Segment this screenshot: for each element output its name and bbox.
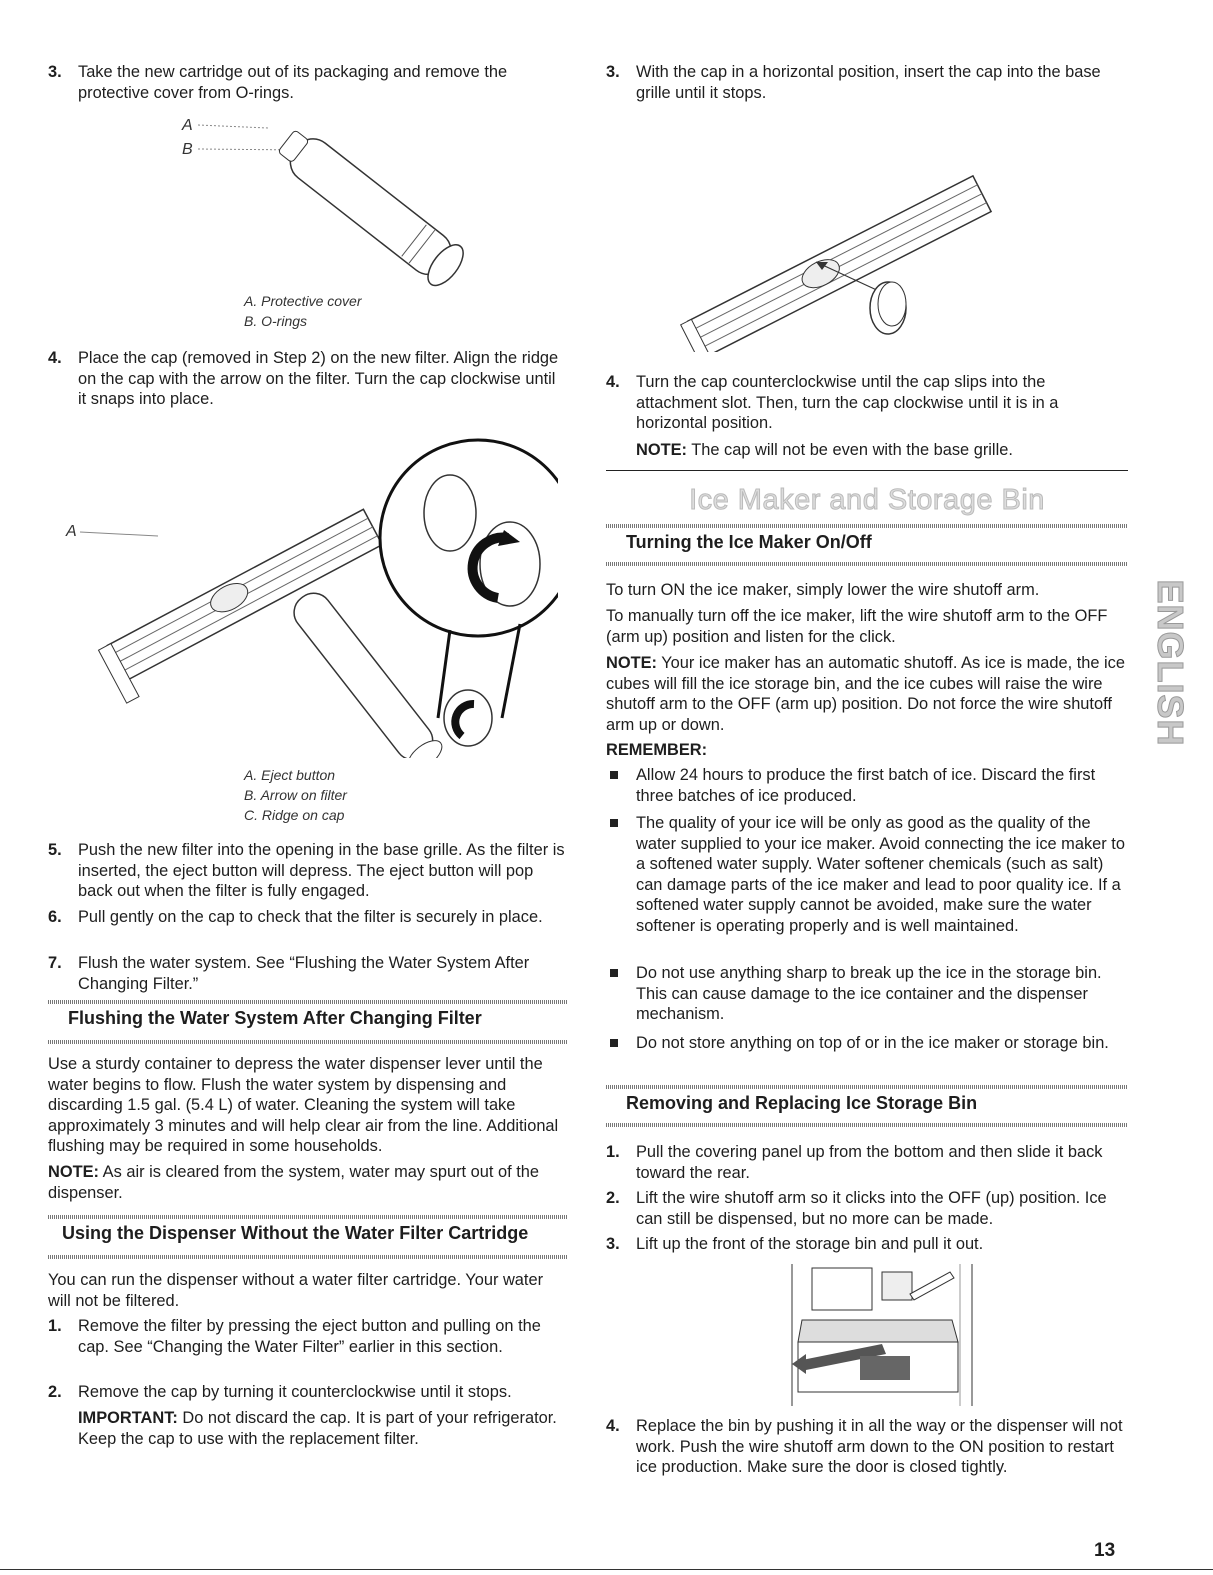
fig2-caption-a: A. Eject button [244,767,336,783]
right-step-3-insert-cap: 3. With the cap in a horizontal position, insert the cap into the base grille until it stops. [606,63,1101,102]
ice-maker-section-header [606,470,1128,526]
section-title: Ice Maker and Storage Bin [689,484,1045,516]
important-note: IMPORTANT: Do not discard the cap. It is part of your refrigerator. Keep the cap to use with the replacement filter. [78,1409,557,1448]
remember-bullet-2: The quality of your ice will be only as good as the quality of the water supplied to your ice maker. Avoid connecting the ice maker to a softened water supply. Water softener chemicals (such as salt) can damage parts of the ice maker and lead to poor quality ice. If a softened water supply cannot be avoided, make sure the water softener is operating properly and is well maintained. [606,813,1128,936]
insert-cap-illustration [666,112,1006,352]
remember-bullet-3: Do not use anything sharp to break up the ice in the storage bin. This can cause damage to the ice container and the dispenser mechanism. [606,963,1128,1025]
fig2-caption-c: C. Ridge on cap [244,807,345,823]
without-filter-heading: Using the Dispenser Without the Water Filter Cartridge [48,1215,568,1261]
without-filter-paragraph: You can run the dispenser without a water filter cartridge. Your water will not be filtered. [48,1271,544,1310]
fig1-caption-a: A. Protective cover [244,293,362,309]
right-note-4: NOTE: The cap will not be even with the base grille. [636,441,1013,459]
step-6-pull-cap: 6. Pull gently on the cap to check that the filter is securely in place. [48,908,543,926]
step-4-place-cap: 4. Place the cap (removed in Step 2) on the new filter. Align the ridge on the cap with the arrow on the filter. Turn the cap clockwise until it snaps into place. [48,349,559,408]
turning-on-off-heading: Turning the Ice Maker On/Off [606,524,1128,568]
bottom-rule [0,1569,1213,1570]
page-number: 13 [1094,1540,1116,1561]
flushing-heading: Flushing the Water System After Changing Filter [48,1000,568,1046]
fig2-caption-b: B. Arrow on filter [244,787,347,803]
fig1-caption-b: B. O-rings [244,313,308,329]
step-5-push-filter: 5. Push the new filter into the opening in the base grille. As the filter is inserted, the eject button will depress. The eject button will pop back out when the filter is fully engaged. [48,841,565,900]
remember-label: REMEMBER: [606,741,708,759]
right-step-4-turn-cap: 4. Turn the cap counterclockwise until the cap slips into the attachment slot. Then, turn the cap clockwise until it is in a horizontal position. [606,373,1059,432]
filter-cartridge-illustration [168,112,508,292]
flushing-note: NOTE: As air is cleared from the system, water may spurt out of the dispenser. [48,1163,539,1202]
label-b: B [182,141,193,158]
removing-bin-heading: Removing and Replacing Ice Storage Bin [606,1085,1128,1129]
step-3-take-cartridge: 3. Take the new cartridge out of its packaging and remove the protective cover from O-rings. [48,63,508,102]
bin-step-3: 3. Lift up the front of the storage bin and pull it out. [606,1235,984,1253]
bin-step-4: 4. Replace the bin by pushing it in all the way or the dispenser will not work. Push the wire shutoff arm down to the ON position to restart ice production. Make sure the door is closed tightly. [606,1417,1123,1476]
onoff-p2: To manually turn off the ice maker, lift the wire shutoff arm to the OFF (arm up) position and listen for the click. [606,607,1108,646]
remember-bullet-4: Do not store anything on top of or in the ice maker or storage bin. [606,1033,1128,1054]
bin-step-2: 2. Lift the wire shutoff arm so it clicks into the OFF (up) position. Ice can still be dispensed, but no more can be made. [606,1189,1107,1228]
onoff-p1: To turn ON the ice maker, simply lower the wire shutoff arm. [606,581,1040,599]
label-a: A [182,117,193,134]
remember-bullet-1: Allow 24 hours to produce the first batch of ice. Discard the first three batches of ice produced. [606,765,1128,806]
label-a: A [66,523,77,540]
storage-bin-illustration [782,1262,982,1408]
install-filter-illustration [58,418,558,758]
without-step-1: 1. Remove the filter by pressing the eject button and pulling on the cap. See “Changing the Water Filter” earlier in this section. [48,1317,541,1356]
flushing-paragraph: Use a sturdy container to depress the water dispenser lever until the water begins to flow. Flush the water system by dispensing and discarding 1.5 gal. (5.4 L) of water. Cleaning the system will take approximately 3 minutes and will help clear air from the line. Additional flushing may be required in some households. [48,1055,559,1155]
step-7-flush: 7. Flush the water system. See “Flushing the Water System After Changing Filter.” [48,954,530,993]
bin-step-1: 1. Pull the covering panel up from the bottom and then slide it back toward the rear. [606,1143,1103,1182]
without-step-2: 2. Remove the cap by turning it counterclockwise until it stops. [48,1383,512,1401]
language-side-tab: ENGLISH [1150,578,1191,747]
onoff-note: NOTE: Your ice maker has an automatic shutoff. As ice is made, the ice cubes will fill the ice storage bin, and the ice cubes will raise the wire shutoff arm to the OFF (arm up) position. Do not force the wire shutoff arm up or down. [606,654,1125,734]
